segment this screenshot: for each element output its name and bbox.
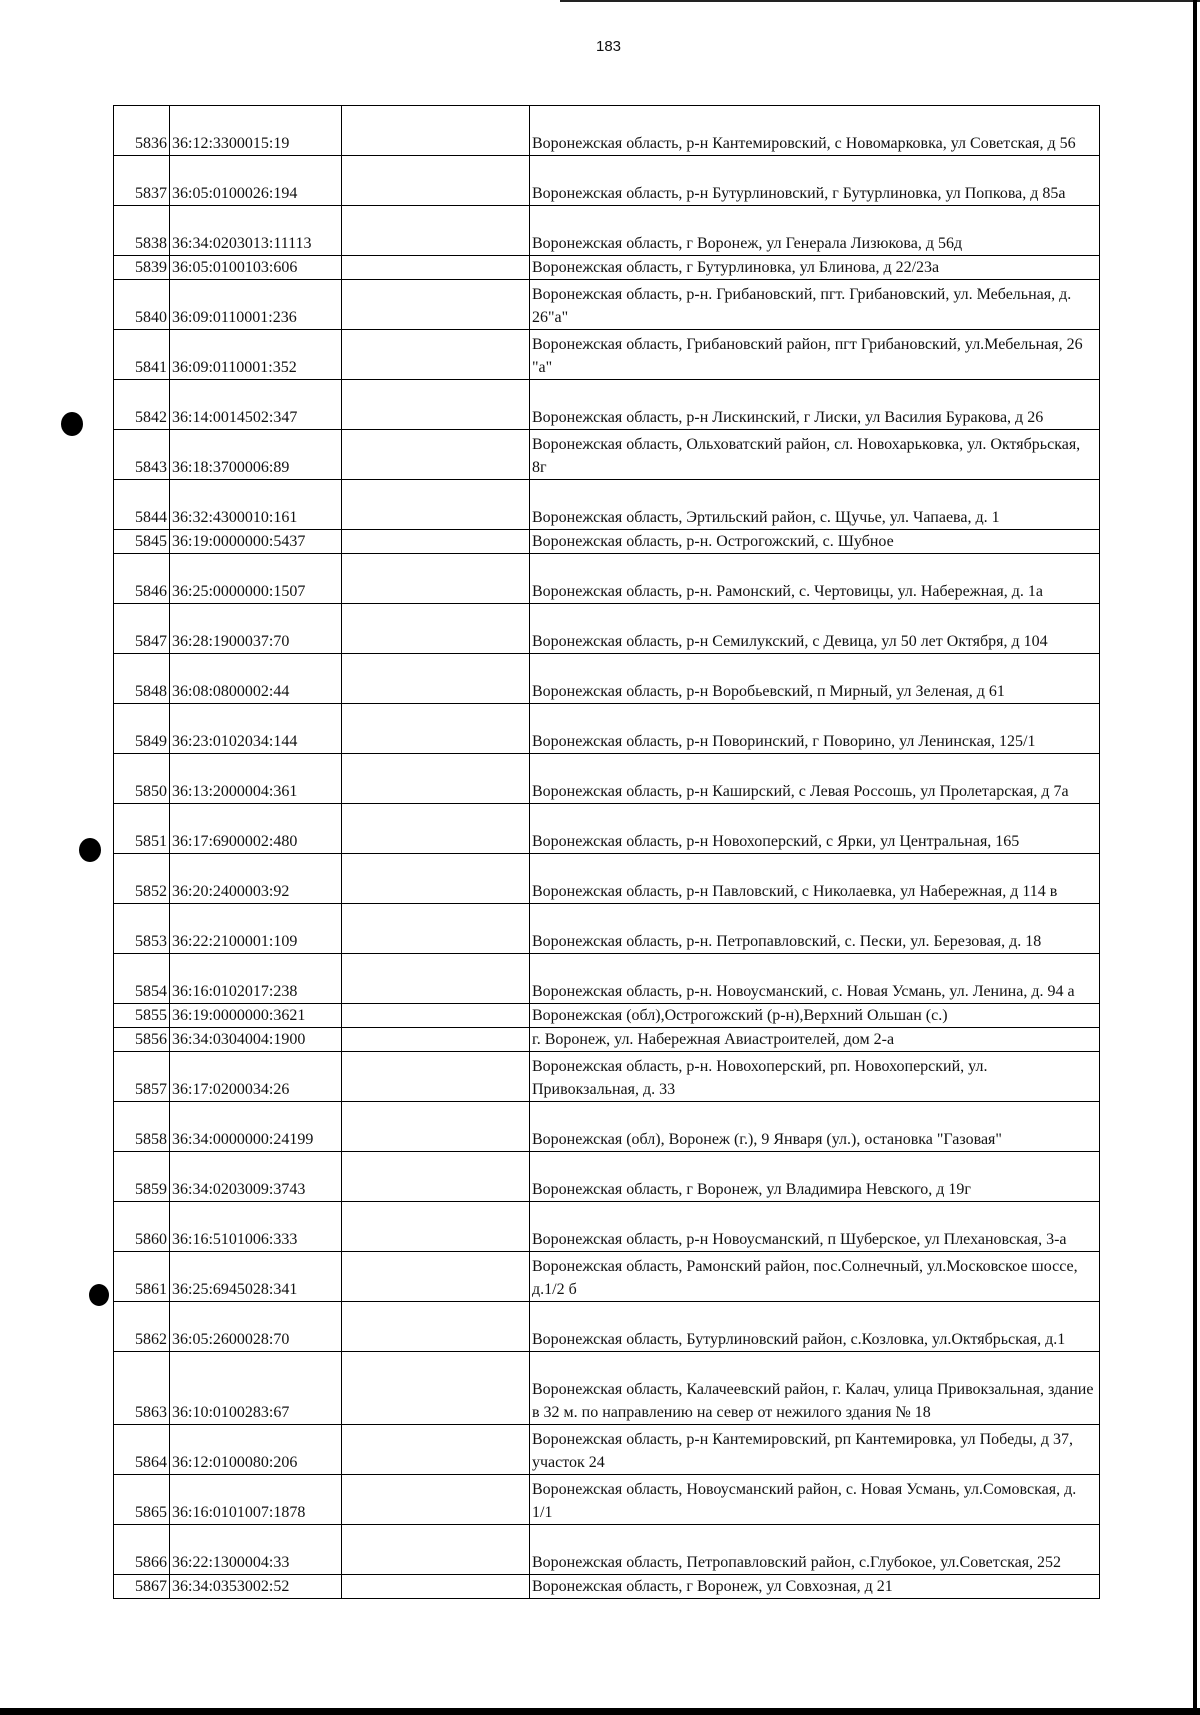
table-row bbox=[114, 1252, 1100, 1302]
row-number: 5860 bbox=[114, 1202, 170, 1252]
empty-cell bbox=[342, 904, 530, 954]
row-number: 5852 bbox=[114, 854, 170, 904]
row-number: 5848 bbox=[114, 654, 170, 704]
row-number: 5854 bbox=[114, 954, 170, 1004]
empty-cell bbox=[342, 156, 530, 206]
table-row bbox=[114, 1425, 1100, 1475]
row-number: 5843 bbox=[114, 430, 170, 480]
cadastral-number: 36:08:0800002:44 bbox=[170, 654, 342, 704]
cadastral-number: 36:05:0100103:606 bbox=[170, 256, 342, 280]
address: Воронежская область, Новоусманский район, с. Новая Усмань, ул.Сомовская, д. 1/1 bbox=[530, 1475, 1100, 1525]
cadastral-number: 36:13:2000004:361 bbox=[170, 754, 342, 804]
cadastral-number: 36:25:6945028:341 bbox=[170, 1252, 342, 1302]
row-number: 5863 bbox=[114, 1352, 170, 1425]
row-number: 5856 bbox=[114, 1028, 170, 1052]
row-number: 5861 bbox=[114, 1252, 170, 1302]
address: Воронежская область, р-н Павловский, с Николаевка, ул Набережная, д 114 в bbox=[530, 854, 1100, 904]
table-row bbox=[114, 330, 1100, 380]
address: Воронежская область, р-н Лискинский, г Лиски, ул Василия Буракова, д 26 bbox=[530, 380, 1100, 430]
empty-cell bbox=[342, 206, 530, 256]
table-row bbox=[114, 106, 1100, 156]
table-row bbox=[114, 1102, 1100, 1152]
page-number: 183 bbox=[595, 38, 622, 55]
cadastral-number: 36:22:1300004:33 bbox=[170, 1525, 342, 1575]
empty-cell bbox=[342, 1475, 530, 1525]
cadastral-number: 36:05:0100026:194 bbox=[170, 156, 342, 206]
table-row bbox=[114, 430, 1100, 480]
punch-hole-mark bbox=[61, 412, 83, 436]
row-number: 5844 bbox=[114, 480, 170, 530]
row-number: 5866 bbox=[114, 1525, 170, 1575]
row-number: 5865 bbox=[114, 1475, 170, 1525]
cadastral-number: 36:34:0304004:1900 bbox=[170, 1028, 342, 1052]
address: Воронежская (обл),Острогожский (р-н),Верхний Ольшан (с.) bbox=[530, 1004, 1100, 1028]
empty-cell bbox=[342, 530, 530, 554]
row-number: 5853 bbox=[114, 904, 170, 954]
cadastral-number: 36:32:4300010:161 bbox=[170, 480, 342, 530]
table-row bbox=[114, 654, 1100, 704]
cadastral-number: 36:05:2600028:70 bbox=[170, 1302, 342, 1352]
table-row bbox=[114, 1352, 1100, 1425]
address: Воронежская область, р-н Новохоперский, с Ярки, ул Центральная, 165 bbox=[530, 804, 1100, 854]
empty-cell bbox=[342, 480, 530, 530]
row-number: 5842 bbox=[114, 380, 170, 430]
cadastral-number: 36:28:1900037:70 bbox=[170, 604, 342, 654]
table-row bbox=[114, 854, 1100, 904]
table-row bbox=[114, 1525, 1100, 1575]
empty-cell bbox=[342, 330, 530, 380]
empty-cell bbox=[342, 704, 530, 754]
row-number: 5839 bbox=[114, 256, 170, 280]
address: Воронежская область, р-н. Новоусманский, с. Новая Усмань, ул. Ленина, д. 94 а bbox=[530, 954, 1100, 1004]
row-number: 5864 bbox=[114, 1425, 170, 1475]
address: Воронежская (обл), Воронеж (г.), 9 Января (ул.), остановка "Газовая" bbox=[530, 1102, 1100, 1152]
scan-edge-bottom bbox=[0, 1708, 1200, 1715]
cadastral-number: 36:10:0100283:67 bbox=[170, 1352, 342, 1425]
address: Воронежская область, Бутурлиновский район, с.Козловка, ул.Октябрьская, д.1 bbox=[530, 1302, 1100, 1352]
empty-cell bbox=[342, 380, 530, 430]
row-number: 5858 bbox=[114, 1102, 170, 1152]
table-row bbox=[114, 480, 1100, 530]
cadastral-number: 36:34:0000000:24199 bbox=[170, 1102, 342, 1152]
address: Воронежская область, р-н Кантемировский, рп Кантемировка, ул Победы, д 37, участок 24 bbox=[530, 1425, 1100, 1475]
empty-cell bbox=[342, 1425, 530, 1475]
cadastral-number: 36:17:0200034:26 bbox=[170, 1052, 342, 1102]
address: Воронежская область, р-н Новоусманский, п Шуберское, ул Плехановская, 3-а bbox=[530, 1202, 1100, 1252]
row-number: 5838 bbox=[114, 206, 170, 256]
row-number: 5840 bbox=[114, 280, 170, 330]
table-row bbox=[114, 1302, 1100, 1352]
empty-cell bbox=[342, 854, 530, 904]
cadastral-number: 36:09:0110001:236 bbox=[170, 280, 342, 330]
cadastral-number: 36:18:3700006:89 bbox=[170, 430, 342, 480]
table-row bbox=[114, 1475, 1100, 1525]
empty-cell bbox=[342, 654, 530, 704]
punch-hole-mark bbox=[79, 838, 101, 862]
address: г. Воронеж, ул. Набережная Авиастроителей, дом 2-а bbox=[530, 1028, 1100, 1052]
cadastral-number: 36:12:0100080:206 bbox=[170, 1425, 342, 1475]
row-number: 5836 bbox=[114, 106, 170, 156]
cadastral-number: 36:34:0203013:11113 bbox=[170, 206, 342, 256]
table-row bbox=[114, 904, 1100, 954]
cadastral-number: 36:34:0203009:3743 bbox=[170, 1152, 342, 1202]
table-row bbox=[114, 1028, 1100, 1052]
empty-cell bbox=[342, 1152, 530, 1202]
cadastral-number: 36:16:0102017:238 bbox=[170, 954, 342, 1004]
address: Воронежская область, р-н Бутурлиновский, г Бутурлиновка, ул Попкова, д 85а bbox=[530, 156, 1100, 206]
cadastral-number: 36:16:5101006:333 bbox=[170, 1202, 342, 1252]
cadastral-number: 36:19:0000000:3621 bbox=[170, 1004, 342, 1028]
address: Воронежская область, р-н Кантемировский, с Новомарковка, ул Советская, д 56 bbox=[530, 106, 1100, 156]
table-row bbox=[114, 530, 1100, 554]
address: Воронежская область, г Воронеж, ул Генерала Лизюкова, д 56д bbox=[530, 206, 1100, 256]
cadastral-number: 36:22:2100001:109 bbox=[170, 904, 342, 954]
row-number: 5859 bbox=[114, 1152, 170, 1202]
table-row bbox=[114, 754, 1100, 804]
address: Воронежская область, Эртильский район, с. Щучье, ул. Чапаева, д. 1 bbox=[530, 480, 1100, 530]
registry-table bbox=[113, 105, 1100, 1599]
table-row bbox=[114, 1202, 1100, 1252]
empty-cell bbox=[342, 1525, 530, 1575]
row-number: 5857 bbox=[114, 1052, 170, 1102]
table-row bbox=[114, 804, 1100, 854]
empty-cell bbox=[342, 1028, 530, 1052]
cadastral-number: 36:09:0110001:352 bbox=[170, 330, 342, 380]
address: Воронежская область, г Бутурлиновка, ул Блинова, д 22/23а bbox=[530, 256, 1100, 280]
row-number: 5850 bbox=[114, 754, 170, 804]
empty-cell bbox=[342, 430, 530, 480]
cadastral-number: 36:34:0353002:52 bbox=[170, 1575, 342, 1599]
address: Воронежская область, г Воронеж, ул Владимира Невского, д 19г bbox=[530, 1152, 1100, 1202]
empty-cell bbox=[342, 1004, 530, 1028]
address: Воронежская область, р-н. Петропавловский, с. Пески, ул. Березовая, д. 18 bbox=[530, 904, 1100, 954]
empty-cell bbox=[342, 754, 530, 804]
table-row bbox=[114, 280, 1100, 330]
empty-cell bbox=[342, 1202, 530, 1252]
address: Воронежская область, Петропавловский район, с.Глубокое, ул.Советская, 252 bbox=[530, 1525, 1100, 1575]
address: Воронежская область, р-н Семилукский, с Девица, ул 50 лет Октября, д 104 bbox=[530, 604, 1100, 654]
table-row bbox=[114, 156, 1100, 206]
row-number: 5849 bbox=[114, 704, 170, 754]
table-row bbox=[114, 1052, 1100, 1102]
registry-body bbox=[114, 106, 1100, 1599]
row-number: 5862 bbox=[114, 1302, 170, 1352]
address: Воронежская область, р-н. Грибановский, пгт. Грибановский, ул. Мебельная, д. 26"а" bbox=[530, 280, 1100, 330]
cadastral-number: 36:23:0102034:144 bbox=[170, 704, 342, 754]
table-row bbox=[114, 380, 1100, 430]
table-row bbox=[114, 954, 1100, 1004]
table-row bbox=[114, 206, 1100, 256]
empty-cell bbox=[342, 1302, 530, 1352]
address: Воронежская область, р-н. Рамонский, с. Чертовицы, ул. Набережная, д. 1а bbox=[530, 554, 1100, 604]
empty-cell bbox=[342, 1102, 530, 1152]
row-number: 5845 bbox=[114, 530, 170, 554]
address: Воронежская область, р-н. Острогожский, с. Шубное bbox=[530, 530, 1100, 554]
address: Воронежская область, г Воронеж, ул Совхозная, д 21 bbox=[530, 1575, 1100, 1599]
address: Воронежская область, р-н Воробьевский, п Мирный, ул Зеленая, д 61 bbox=[530, 654, 1100, 704]
address: Воронежская область, р-н Каширский, с Левая Россошь, ул Пролетарская, д 7а bbox=[530, 754, 1100, 804]
empty-cell bbox=[342, 1352, 530, 1425]
table-row bbox=[114, 554, 1100, 604]
row-number: 5841 bbox=[114, 330, 170, 380]
row-number: 5851 bbox=[114, 804, 170, 854]
row-number: 5847 bbox=[114, 604, 170, 654]
table-row bbox=[114, 1004, 1100, 1028]
empty-cell bbox=[342, 804, 530, 854]
cadastral-number: 36:17:6900002:480 bbox=[170, 804, 342, 854]
cadastral-number: 36:25:0000000:1507 bbox=[170, 554, 342, 604]
empty-cell bbox=[342, 1252, 530, 1302]
address: Воронежская область, Рамонский район, пос.Солнечный, ул.Московское шоссе, д.1/2 б bbox=[530, 1252, 1100, 1302]
address: Воронежская область, Грибановский район, пгт Грибановский, ул.Мебельная, 26 "а" bbox=[530, 330, 1100, 380]
row-number: 5855 bbox=[114, 1004, 170, 1028]
address: Воронежская область, Калачеевский район, г. Калач, улица Привокзальная, здание в 32 м. по направлению на север от нежилого здания № 18 bbox=[530, 1352, 1100, 1425]
empty-cell bbox=[342, 604, 530, 654]
address: Воронежская область, Ольховатский район, сл. Новохарьковка, ул. Октябрьская, 8г bbox=[530, 430, 1100, 480]
address: Воронежская область, р-н. Новохоперский, рп. Новохоперский, ул. Привокзальная, д. 33 bbox=[530, 1052, 1100, 1102]
empty-cell bbox=[342, 280, 530, 330]
row-number: 5867 bbox=[114, 1575, 170, 1599]
row-number: 5846 bbox=[114, 554, 170, 604]
cadastral-number: 36:20:2400003:92 bbox=[170, 854, 342, 904]
address: Воронежская область, р-н Поворинский, г Поворино, ул Ленинская, 125/1 bbox=[530, 704, 1100, 754]
empty-cell bbox=[342, 1052, 530, 1102]
punch-hole-mark bbox=[89, 1284, 109, 1306]
cadastral-number: 36:19:0000000:5437 bbox=[170, 530, 342, 554]
cadastral-number: 36:12:3300015:19 bbox=[170, 106, 342, 156]
empty-cell bbox=[342, 554, 530, 604]
table-row bbox=[114, 1575, 1100, 1599]
cadastral-number: 36:16:0101007:1878 bbox=[170, 1475, 342, 1525]
table-row bbox=[114, 704, 1100, 754]
empty-cell bbox=[342, 1575, 530, 1599]
table-row bbox=[114, 256, 1100, 280]
empty-cell bbox=[342, 256, 530, 280]
empty-cell bbox=[342, 954, 530, 1004]
row-number: 5837 bbox=[114, 156, 170, 206]
empty-cell bbox=[342, 106, 530, 156]
table-row bbox=[114, 604, 1100, 654]
scan-edge-right bbox=[1193, 0, 1197, 1715]
cadastral-number: 36:14:0014502:347 bbox=[170, 380, 342, 430]
table-row bbox=[114, 1152, 1100, 1202]
scan-edge-top bbox=[560, 0, 1200, 2]
